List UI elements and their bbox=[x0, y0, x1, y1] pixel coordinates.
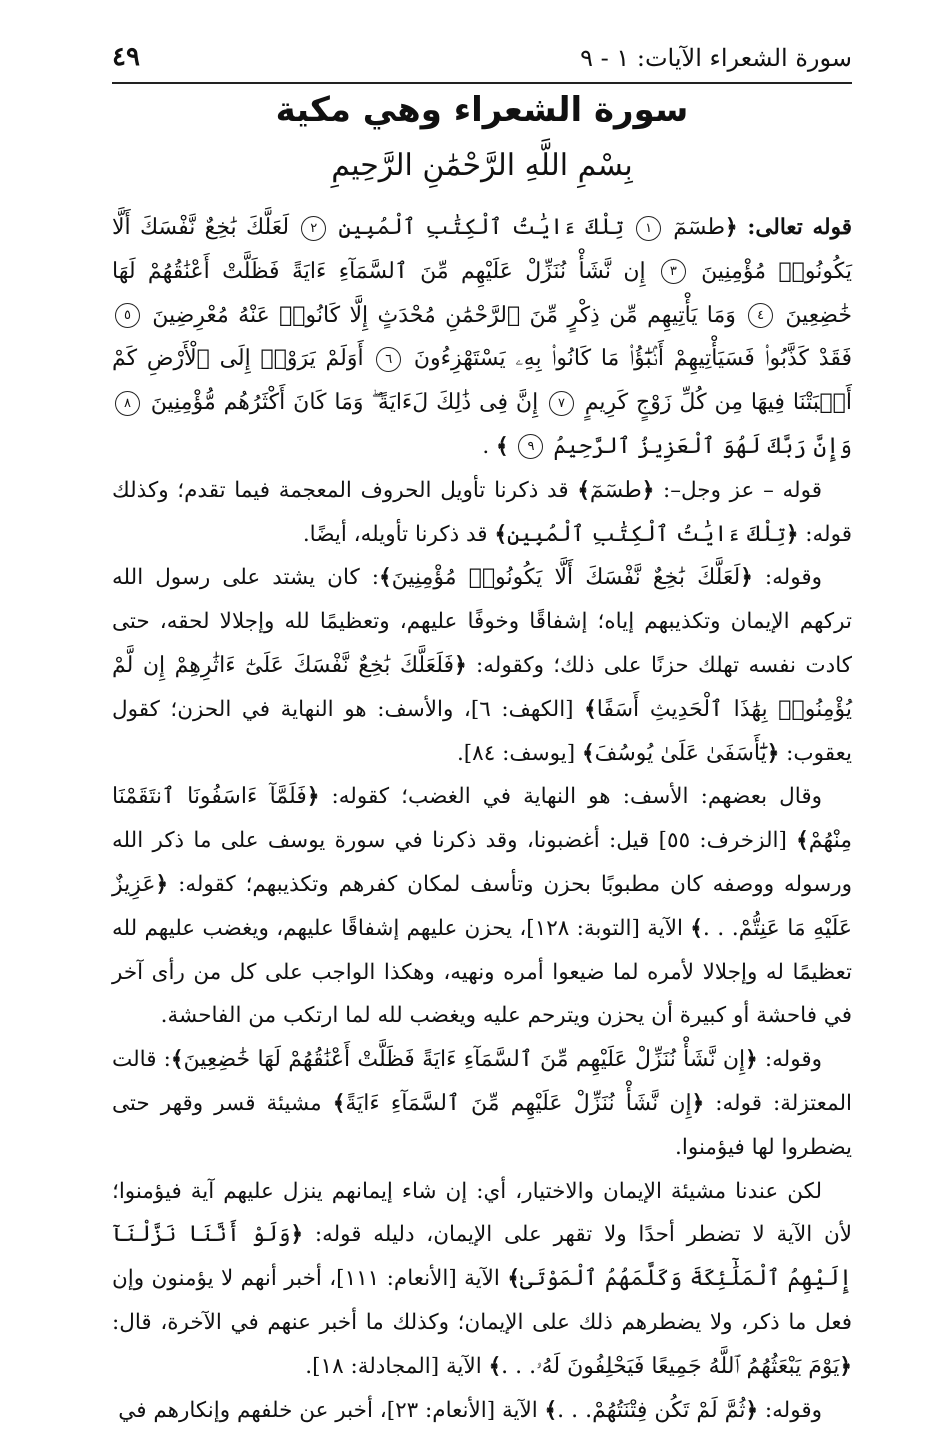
quran-bracket-open: ﴿ bbox=[155, 871, 169, 897]
commentary-paragraph bbox=[112, 1389, 852, 1432]
quran-bracket-close: ﴾ bbox=[581, 740, 595, 766]
quran-quote: لَعَلَّكَ بَٰخِعٌ نَّفْسَكَ أَلَّا يَكُونُوا۟ مُؤْمِنِينَ bbox=[391, 565, 741, 591]
quran-quote: ثُمَّ لَمْ تَكُن فِتْنَتُهُمْ. . . bbox=[557, 1397, 746, 1423]
quran-bracket-close: ﴾ bbox=[170, 1047, 184, 1073]
commentary-text: : كان يشتد على رسول الله تركهم الإيمان وتكذيبهم إياه؛ إشفاقًا وخوفًا عليهم، وتعظيمًا لله وإجلالا لحقه، حتى كادت نفسه تهلك حزنًا على ذلك؛ وكقوله: bbox=[112, 565, 852, 678]
surah-title: سورة الشعراء وهي مكية bbox=[275, 90, 689, 130]
verse-number-marker: ٢ bbox=[301, 216, 326, 241]
quran-bracket-open: ﴿ bbox=[745, 1397, 759, 1423]
verse-text: أَوَلَمْ يَرَوْا۟ إِلَى ٱلْأَرْضِ كَمْ أَنۢبَتْنَا فِيهَا مِن كُلِّ زَوْجٍ كَرِيمٍ bbox=[112, 346, 852, 416]
quran-quote: عَزِيزٌ عَلَيْهِ مَا عَنِتُّمْ. . . bbox=[112, 871, 852, 941]
commentary-text: [الزخرف: ٥٥] قيل: أغضبونا، وقد ذكرنا في سورة يوسف على ما ذكر الله ورسوله ووصفه كان مطبوبًا بحزن وتأسف لمكان كفرهم وتكذيبهم؛ كقوله: bbox=[112, 828, 852, 897]
quran-quote: فَلَعَلَّكَ بَٰخِعٌ نَّفْسَكَ عَلَىٰٓ ءَاثَٰرِهِمْ إِن لَّمْ يُؤْمِنُوا۟ بِهَٰذَا ٱلْحَدِيثِ أَسَفًا bbox=[112, 652, 852, 722]
verse-text: لَعَلَّكَ بَٰخِعٌ نَّفْسَكَ أَلَّا يَكُونُوا۟ مُؤْمِنِينَ bbox=[112, 215, 852, 284]
commentary-text: قد ذكرنا تأويل الحروف المعجمة فيما تقدم؛ وكذلك قوله: bbox=[112, 477, 852, 547]
quran-quote: تِلْكَ ءَايَٰتُ ٱلْكِتَٰبِ ٱلْمُبِينِ bbox=[507, 521, 786, 547]
quran-bracket-open: ﴿ bbox=[766, 740, 780, 766]
quran-bracket-close: ﴾ bbox=[332, 1090, 346, 1116]
commentary-text: [الكهف: ٦]، والأسف: هو النهاية في الحزن؛ كقول يعقوب: bbox=[112, 696, 852, 766]
commentary-text: الآية [الأنعام: ١١١]، أخبر أنهم لا يؤمنون وإن فعل ما ذكر، ولا يضطرهم ذلك على الإيمان؛ وكذلك ما أخبر عنهم في الآخرة، قال: bbox=[112, 1266, 852, 1335]
verse-number-marker: ٩ bbox=[518, 434, 543, 459]
quran-bracket-open: ﴿ bbox=[691, 1090, 705, 1116]
quran-bracket-close: ﴾ bbox=[796, 828, 809, 854]
basmala: بِسْمِ اللَّهِ الرَّحْمَٰنِ الرَّحِيمِ bbox=[331, 148, 633, 183]
commentary-text: وقوله: bbox=[757, 1047, 822, 1073]
commentary-text: مشيئة قسر وقهر حتى يضطروا لها فيؤمنوا. bbox=[112, 1090, 852, 1160]
commentary-text: [يوسف: ٨٤]. bbox=[456, 740, 582, 766]
running-title: سورة الشعراء الآيات: ١ - ٩ bbox=[580, 44, 852, 72]
verse-text: وَمَا يَأْتِيهِم مِّن ذِكْرٍ مِّنَ ٱلرَّحْمَٰنِ مُحْدَثٍ إِلَّا كَانُوا۟ عَنْهُ مُعْرِضِينَ bbox=[152, 302, 736, 328]
verse-number-marker: ١ bbox=[636, 216, 661, 241]
quran-quote: طسٓمٓ bbox=[589, 477, 642, 503]
quran-bracket-close: ﴾ bbox=[690, 915, 703, 941]
commentary-paragraph bbox=[112, 556, 852, 775]
quran-quote: وَلَوْ أَنَّنَا نَزَّلْنَآ إِلَيْهِمُ ٱلْمَلَٰٓئِكَةَ وَكَلَّمَهُمُ ٱلْمَوْتَىٰ bbox=[112, 1222, 853, 1292]
quran-quote: إِن نَّشَأْ نُنَزِّلْ عَلَيْهِم مِّنَ ٱلسَّمَآءِ ءَايَةً bbox=[345, 1090, 692, 1116]
quran-bracket-close: ﴾ bbox=[379, 565, 392, 591]
quran-bracket-close: ﴾ bbox=[488, 1353, 502, 1379]
quran-bracket-open: ﴿ bbox=[290, 1222, 304, 1248]
commentary-text: الآية [التوبة: ١٢٨]، يحزن عليهم إشفاقًا عليهم، ويغضب عليهم لله تعظيمًا له وإجلالا لأمره لما ضيعوا أمره ونهيه، وهكذا الواجب على كل من رأى آخر في فاحشة أو كبيرة أن يحزن ويترحم عليه ويغضب لله لما ارتكب من الفاحشة. bbox=[112, 915, 852, 1029]
verse-number-marker: ٨ bbox=[115, 391, 140, 416]
quran-bracket-close: ﴾ bbox=[584, 696, 597, 722]
quran-bracket-open: ﴿ bbox=[306, 784, 320, 810]
verses-label: قوله تعالى: bbox=[737, 215, 852, 240]
quran-quote: يَٰٓأَسَفَىٰ عَلَىٰ يُوسُفَ bbox=[594, 740, 767, 766]
verses-end: . bbox=[482, 433, 497, 459]
commentary-text: : قالت المعتزلة: قوله: bbox=[112, 1047, 852, 1116]
quran-bracket-close: ﴾ bbox=[496, 433, 509, 459]
commentary-body bbox=[112, 206, 853, 1423]
verse-text: وَإِنَّ رَبَّكَ لَهُوَ ٱلْعَزِيزُ ٱلرَّحِيمُ bbox=[553, 433, 852, 459]
quran-bracket-close: ﴾ bbox=[507, 1266, 520, 1292]
commentary-paragraph bbox=[112, 469, 852, 557]
quran-quote: إِن نَّشَأْ نُنَزِّلْ عَلَيْهِم مِّنَ ٱلسَّمَآءِ ءَايَةً فَظَلَّتْ أَعْنَٰقُهُمْ لَهَا خَٰضِعِينَ bbox=[183, 1047, 746, 1073]
commentary-text: الآية [الأنعام: ٢٣]، أخبر عن خلفهم وإنكارهم في bbox=[118, 1397, 545, 1423]
quran-bracket-open: ﴿ bbox=[745, 1047, 758, 1073]
quran-bracket-open: ﴿ bbox=[454, 652, 467, 678]
quran-bracket-open: ﴿ bbox=[785, 521, 799, 547]
commentary-text: قوله – عز وجل–: bbox=[654, 477, 822, 503]
verse-number-marker: ٧ bbox=[549, 391, 574, 416]
page-number: ٤٩ bbox=[112, 42, 140, 72]
verse-text: إِن نَّشَأْ نُنَزِّلْ عَلَيْهِم مِّنَ ٱلسَّمَآءِ ءَايَةً فَظَلَّتْ أَعْنَٰقُهُمْ لَهَا خَٰضِعِينَ bbox=[112, 258, 852, 328]
verse-text: تِلْكَ ءَايَٰتُ ٱلْكِتَٰبِ ٱلْمُبِينِ bbox=[338, 215, 625, 240]
commentary-paragraphs bbox=[112, 469, 852, 1432]
page-header bbox=[112, 40, 852, 84]
commentary-text: الآية [المجادلة: ١٨]. bbox=[305, 1353, 489, 1379]
commentary-text: وقوله: bbox=[752, 565, 822, 591]
quran-bracket-open: ﴿ bbox=[740, 565, 753, 591]
quran-bracket-close: ﴾ bbox=[577, 477, 590, 503]
quran-quote: يَوْمَ يَبْعَثُهُمُ ٱللَّهُ جَمِيعًا فَيَحْلِفُونَ لَهُۥ. . . bbox=[501, 1353, 840, 1379]
verse-number-marker: ٤ bbox=[748, 303, 773, 328]
verse-text: إِنَّ فِى ذَٰلِكَ لَءَايَةً ۖ وَمَا كَانَ أَكْثَرُهُم مُّؤْمِنِينَ bbox=[150, 390, 539, 416]
verse-text: طسٓمٓ bbox=[673, 215, 726, 240]
commentary-text: قد ذكرنا تأويله، أيضًا. bbox=[302, 521, 495, 547]
verses-block bbox=[112, 206, 852, 469]
commentary-paragraph bbox=[112, 1038, 852, 1169]
commentary-text: وقال بعضهم: الأسف: هو النهاية في الغضب؛ كقوله: bbox=[319, 784, 822, 810]
commentary-paragraph bbox=[112, 1170, 852, 1389]
verse-text: فَقَدْ كَذَّبُوا۟ فَسَيَأْتِيهِمْ أَنۢبَٰٓؤُا۟ مَا كَانُوا۟ بِهِۦ يَسْتَهْزِءُونَ bbox=[413, 346, 852, 372]
verse-number-marker: ٦ bbox=[376, 347, 401, 372]
quran-bracket-open: ﴿ bbox=[641, 477, 655, 503]
quran-bracket-close: ﴾ bbox=[544, 1397, 558, 1423]
commentary-text: وقوله: bbox=[758, 1397, 822, 1423]
verses-text bbox=[112, 215, 852, 459]
commentary-paragraph bbox=[112, 775, 852, 1038]
quran-bracket-open: ﴿ bbox=[725, 215, 738, 240]
commentary-text: لكن عندنا مشيئة الإيمان والاختيار، أي: إن شاء إيمانهم ينزل عليهم آية فيؤمنوا؛ لأن الآية لا تضطر أحدًا ولا تقهر على الإيمان، دليله قوله: bbox=[112, 1178, 852, 1248]
verse-number-marker: ٥ bbox=[115, 303, 140, 328]
verse-number-marker: ٣ bbox=[661, 259, 686, 284]
quran-bracket-close: ﴾ bbox=[494, 521, 508, 547]
quran-bracket-open: ﴿ bbox=[839, 1353, 852, 1379]
quran-quote: فَلَمَّآ ءَاسَفُونَا ٱنتَقَمْنَا مِنْهُمْ bbox=[112, 784, 852, 854]
